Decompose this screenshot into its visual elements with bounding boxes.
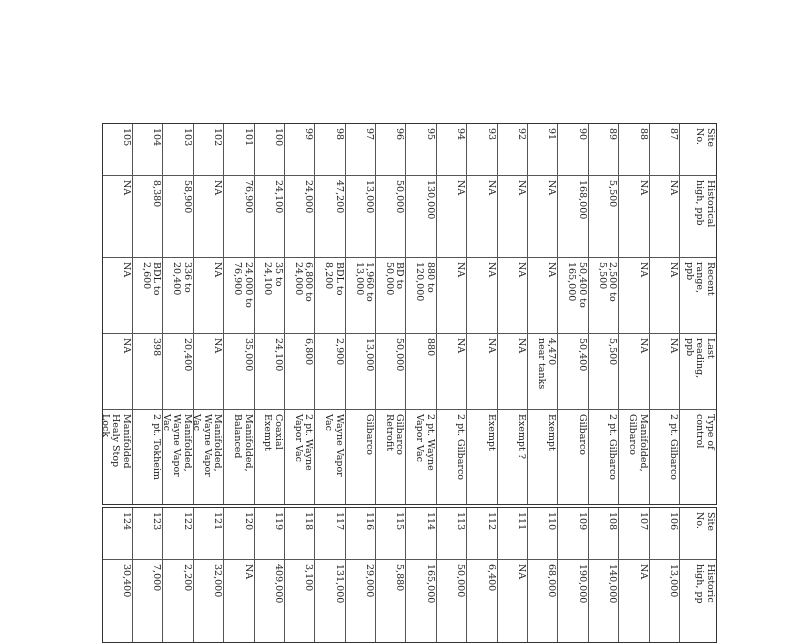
table-row <box>618 508 648 642</box>
table-cell: 101 <box>224 124 253 176</box>
table-cell: NA <box>103 258 132 334</box>
table-row <box>132 124 162 504</box>
table-cell: NA <box>650 258 679 334</box>
table-row <box>223 124 253 504</box>
table-cell: NA <box>467 334 496 410</box>
table-cell: BDL to 8,200 <box>315 258 344 334</box>
table-cell: 106 <box>650 508 679 560</box>
column-header: Historic high, pp <box>694 564 716 604</box>
table-row <box>284 508 314 642</box>
table-cell: Exempt <box>485 414 497 451</box>
table-cell: 50,400 to 165,000 <box>558 258 587 334</box>
table-row <box>375 508 405 642</box>
table-cell: 68,000 <box>546 564 558 598</box>
table-cell: 113 <box>437 508 466 560</box>
table-cell: 409,000 <box>272 564 284 604</box>
table-cell: Exempt <box>546 414 558 451</box>
table-cell: 119 <box>255 508 284 560</box>
table-cell: 90 <box>558 124 587 176</box>
table-cell: 190,000 <box>576 564 588 604</box>
left-data-table <box>99 123 717 505</box>
table-cell: 2 pt. Wayne Vapor Vac <box>414 414 436 471</box>
table-cell: BDL to 2,600 <box>133 258 162 334</box>
table-cell: Coaxial Exempt <box>262 414 284 451</box>
table-header-row <box>679 124 716 504</box>
table-cell: NA <box>650 334 679 410</box>
table-cell: 120 <box>224 508 253 560</box>
table-cell: 89 <box>589 124 618 176</box>
table-cell: 50,000 <box>376 176 405 258</box>
table-cell: 115 <box>376 508 405 560</box>
table-row <box>314 124 344 504</box>
table-cell: NA <box>194 176 223 258</box>
table-row <box>99 124 132 504</box>
table-cell: 30,400 <box>120 564 132 598</box>
table-cell: NA <box>467 176 496 258</box>
table-cell: 2,200 <box>181 564 193 592</box>
table-cell: 99 <box>285 124 314 176</box>
table-cell: NA <box>619 334 648 410</box>
table-cell: 114 <box>406 508 435 560</box>
table-cell: 50,000 <box>376 334 405 410</box>
table-cell: NA <box>619 258 648 334</box>
table-cell: 95 <box>406 124 435 176</box>
table-cell: 97 <box>346 124 375 176</box>
table-cell: 6,800 to 24,000 <box>285 258 314 334</box>
table-cell: NA <box>637 564 649 580</box>
table-cell: 1,960 to 13,000 <box>346 258 375 334</box>
table-row <box>557 124 587 504</box>
table-cell: Manifolded, Gilbarco <box>627 414 649 472</box>
table-cell: NA <box>242 564 254 580</box>
table-row <box>557 508 587 642</box>
table-cell: Wayne Vapor Vac <box>323 414 345 477</box>
table-cell: 50,400 <box>558 334 587 410</box>
table-cell: NA <box>194 334 223 410</box>
table-row <box>193 124 223 504</box>
table-cell: 98 <box>315 124 344 176</box>
table-cell: 121 <box>194 508 223 560</box>
table-cell: NA <box>619 176 648 258</box>
table-cell: NA <box>498 258 527 334</box>
right-data-table <box>102 507 717 643</box>
table-cell: 2 pt. Tokheim <box>151 414 163 480</box>
table-cell: 24,000 <box>285 176 314 258</box>
table-cell: 24,000 to 76,900 <box>224 258 253 334</box>
table-cell: Gilbarco Retrofit <box>383 414 406 455</box>
table-cell: 107 <box>619 508 648 560</box>
column-header: Recent range, ppb <box>680 258 716 334</box>
table-row <box>527 508 557 642</box>
table-cell: 2,500 to 5,500 <box>589 258 618 334</box>
table-row <box>345 124 375 504</box>
table-cell: 94 <box>437 124 466 176</box>
table-cell: NA <box>103 334 132 410</box>
table-cell: NA <box>437 258 466 334</box>
table-cell: 131,000 <box>333 564 345 604</box>
table-row <box>223 508 253 642</box>
table-cell: NA <box>194 258 223 334</box>
table-cell: Exempt ? <box>516 414 528 459</box>
table-cell: NA <box>650 176 679 258</box>
table-cell: 5,880 <box>394 564 406 592</box>
table-cell: 96 <box>376 124 405 176</box>
table-cell: 103 <box>163 124 192 176</box>
column-header: Type of control <box>694 414 716 450</box>
table-cell: NA <box>528 176 557 258</box>
table-row <box>436 508 466 642</box>
table-cell: 880 <box>406 334 435 410</box>
table-cell: 91 <box>528 124 557 176</box>
table-row <box>284 124 314 504</box>
table-cell: 5,500 <box>589 334 618 410</box>
table-cell: 398 <box>133 334 162 410</box>
table-cell: 6,400 <box>485 564 497 592</box>
table-cell: 102 <box>194 124 223 176</box>
table-cell: 118 <box>285 508 314 560</box>
table-row <box>405 508 435 642</box>
table-cell: 140,000 <box>607 564 619 604</box>
table-row <box>314 508 344 642</box>
table-cell: 76,900 <box>224 176 253 258</box>
table-cell: 122 <box>163 508 192 560</box>
table-cell: 24,100 <box>255 176 284 258</box>
table-row <box>193 508 223 642</box>
table-cell: 2 pt. Wayne Vapor Vac <box>292 414 315 471</box>
table-cell: 130,000 <box>406 176 435 258</box>
table-row <box>405 124 435 504</box>
table-cell: 47,200 <box>315 176 344 258</box>
table-row <box>649 508 679 642</box>
table-cell: NA <box>103 176 132 258</box>
table-row <box>345 508 375 642</box>
table-row <box>375 124 405 504</box>
table-cell: 24,100 <box>255 334 284 410</box>
table-cell: 116 <box>346 508 375 560</box>
table-cell: 4,470 near tanks <box>528 334 557 410</box>
table-cell: 2,900 <box>315 334 344 410</box>
table-row <box>649 124 679 504</box>
table-row <box>588 124 618 504</box>
table-cell: 5,500 <box>589 176 618 258</box>
table-cell: 100 <box>255 124 284 176</box>
table-cell: 108 <box>589 508 618 560</box>
table-cell: 87 <box>650 124 679 176</box>
table-cell: 88 <box>619 124 648 176</box>
table-row <box>254 508 284 642</box>
table-row <box>103 508 132 642</box>
table-cell: 93 <box>467 124 496 176</box>
table-cell: NA <box>498 334 527 410</box>
table-cell: 165,000 <box>424 564 436 604</box>
table-cell: 2 pt. Gilbarco <box>607 414 619 480</box>
table-cell: NA <box>467 258 496 334</box>
table-cell: 3,100 <box>303 564 315 592</box>
table-cell: 123 <box>133 508 162 560</box>
table-row <box>254 124 284 504</box>
table-cell: 2 pt. Gilbarco <box>668 414 679 480</box>
table-cell: 50,000 <box>455 564 467 598</box>
table-cell: 111 <box>498 508 527 560</box>
table-cell: 117 <box>315 508 344 560</box>
table-cell: 336 to 20,400 <box>163 258 192 334</box>
table-cell: 124 <box>103 508 132 560</box>
column-header: Historical high, ppb <box>680 176 716 258</box>
table-cell: 20,400 <box>163 334 192 410</box>
table-cell: 168,000 <box>558 176 587 258</box>
table-cell: 110 <box>528 508 557 560</box>
table-cell: Manifolded, Wayne Vapor Vac <box>160 414 193 477</box>
table-row <box>162 124 192 504</box>
table-cell: 32,000 <box>212 564 224 598</box>
column-header: Site No. <box>680 124 716 176</box>
table-cell: 109 <box>558 508 587 560</box>
table-row <box>466 124 496 504</box>
table-cell: NA <box>437 334 466 410</box>
table-cell: 92 <box>498 124 527 176</box>
table-row <box>132 508 162 642</box>
table-cell: 13,000 <box>668 564 679 598</box>
table-cell: 880 to 120,000 <box>406 258 435 334</box>
table-cell: 8,380 <box>133 176 162 258</box>
table-row <box>466 508 496 642</box>
table-cell: Manifolded, Wayne Vapor Vac <box>191 414 224 477</box>
table-cell: 13,000 <box>346 334 375 410</box>
table-row <box>527 124 557 504</box>
table-cell: 6,800 <box>285 334 314 410</box>
column-header: Site No. <box>680 508 716 560</box>
table-cell: 35 to 24,100 <box>255 258 284 334</box>
table-row <box>618 124 648 504</box>
table-cell: NA <box>516 564 528 580</box>
table-cell: 13,000 <box>346 176 375 258</box>
table-row <box>497 124 527 504</box>
table-header-row <box>679 508 716 642</box>
table-cell: Manifolded Healy Stop Lock <box>99 414 132 469</box>
table-row <box>162 508 192 642</box>
table-cell: NA <box>498 176 527 258</box>
column-header: Last reading, ppb <box>680 334 716 410</box>
table-cell: NA <box>437 176 466 258</box>
table-row <box>436 124 466 504</box>
table-cell: 104 <box>133 124 162 176</box>
table-cell: 7,000 <box>151 564 163 592</box>
table-cell: 58,900 <box>163 176 192 258</box>
table-row <box>497 508 527 642</box>
table-cell: Gilbarco <box>576 414 588 455</box>
table-cell: Gilbarco <box>364 414 376 455</box>
table-row <box>588 508 618 642</box>
table-cell: BD to 50,000 <box>376 258 405 334</box>
table-cell: NA <box>528 258 557 334</box>
table-cell: 105 <box>103 124 132 176</box>
table-cell: 29,000 <box>364 564 376 598</box>
table-cell: 2 pt. Gilbarco <box>455 414 467 480</box>
table-cell: Manifolded, Balanced <box>232 414 254 472</box>
table-cell: 35,000 <box>224 334 253 410</box>
rotated-table-region <box>99 123 717 618</box>
table-cell: 112 <box>467 508 496 560</box>
